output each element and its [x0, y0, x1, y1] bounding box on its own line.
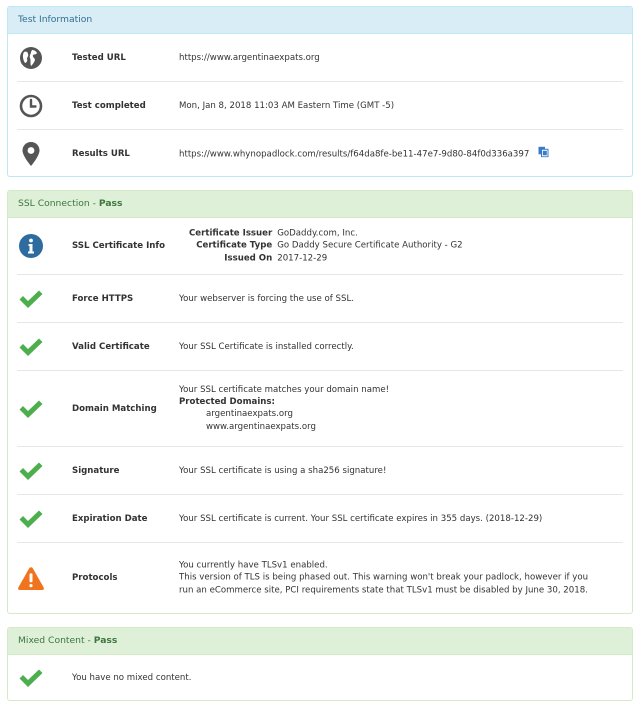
- force-https-row: [17, 275, 623, 323]
- domain-matching-row: [17, 371, 623, 447]
- force-https-label: Force HTTPS: [72, 293, 134, 304]
- results-url-row: [17, 130, 623, 177]
- certificate-type-key: Certificate Type: [196, 240, 273, 251]
- domain-matching-label: Domain Matching: [72, 403, 157, 414]
- test-completed-value: Mon, Jan 8, 2018 11:03 AM Eastern Time (GMT -5): [179, 100, 395, 111]
- ssl-heading-prefix: SSL Connection -: [18, 198, 99, 209]
- issued-on-key: Issued On: [224, 253, 273, 264]
- check-icon: [17, 505, 45, 533]
- ssl-certificate-info-label: SSL Certificate Info: [72, 241, 166, 251]
- signature-label: Signature: [72, 465, 120, 476]
- protocols-warning: This version of TLS is being phased out. This warning won't break your padlock, however if you run an eCommerce site, PCI requirements state that TLSv1 must be disabled by June 30, 2018.: [179, 572, 589, 596]
- mixed-content-panel: [7, 627, 633, 701]
- protected-domain-item: www.argentinaexpats.org: [206, 421, 316, 432]
- protocols-label: Protocols: [72, 573, 118, 583]
- globe-icon: [17, 44, 45, 72]
- info-circle-icon: [17, 232, 45, 260]
- expiration-date-row: [17, 495, 623, 543]
- copy-icon[interactable]: [538, 146, 549, 161]
- protocols-message: You currently have TLSv1 enabled.: [179, 560, 328, 571]
- certificate-details: [189, 227, 463, 264]
- check-icon: [17, 285, 45, 313]
- mixed-content-value: You have no mixed content.: [72, 672, 192, 683]
- protocols-row: [17, 543, 623, 613]
- protected-domains-label: Protected Domains:: [179, 397, 275, 408]
- force-https-value: Your webserver is forcing the use of SSL.: [179, 293, 354, 304]
- domain-matching-message: Your SSL certificate matches your domain name!: [179, 384, 390, 395]
- mixed-heading-status: Pass: [93, 635, 118, 646]
- check-icon: [17, 664, 45, 692]
- results-url-value-wrap: [179, 146, 609, 161]
- ssl-connection-heading: [8, 191, 632, 218]
- certificate-type-value: Go Daddy Secure Certificate Authority - G2: [277, 240, 463, 251]
- protected-domain-item: argentinaexpats.org: [206, 409, 293, 420]
- test-information-panel: [7, 6, 633, 177]
- results-url-value[interactable]: https://www.whynopadlock.com/results/f64da8fe-be11-47e7-9d80-84f0d336a397: [179, 149, 530, 159]
- expiration-date-value: Your SSL certificate is current. Your SSL certificate expires in 355 days. (2018-12-29): [179, 513, 543, 524]
- mixed-heading-prefix: Mixed Content -: [18, 635, 94, 646]
- valid-certificate-label: Valid Certificate: [72, 341, 150, 352]
- signature-value: Your SSL certificate is using a sha256 signature!: [179, 465, 387, 476]
- results-url-label: Results URL: [72, 148, 130, 159]
- tested-url-row: [17, 34, 623, 82]
- tested-url-label: Tested URL: [72, 52, 126, 63]
- test-information-heading: Test Information: [8, 7, 632, 34]
- valid-certificate-row: [17, 323, 623, 371]
- ssl-heading-status: Pass: [98, 198, 123, 209]
- clock-icon: [17, 92, 45, 120]
- signature-row: [17, 447, 623, 495]
- test-completed-label: Test completed: [72, 100, 146, 111]
- map-pin-icon: [17, 140, 45, 168]
- check-icon: [17, 457, 45, 485]
- mixed-content-heading: [8, 628, 632, 655]
- expiration-date-label: Expiration Date: [72, 513, 148, 524]
- mixed-content-row: [17, 655, 623, 700]
- test-completed-row: [17, 82, 623, 130]
- valid-certificate-value: Your SSL Certificate is installed correctly.: [179, 341, 354, 352]
- ssl-connection-panel: [7, 190, 633, 614]
- tested-url-value[interactable]: https://www.argentinaexpats.org: [179, 52, 320, 63]
- protocols-value: [179, 559, 599, 596]
- certificate-issuer-value: GoDaddy.com, Inc.: [277, 228, 358, 239]
- check-icon: [17, 395, 45, 423]
- check-icon: [17, 333, 45, 361]
- issued-on-value: 2017-12-29: [277, 253, 328, 264]
- domain-matching-value: [179, 384, 599, 434]
- certificate-issuer-key: Certificate Issuer: [189, 228, 273, 239]
- ssl-certificate-info-row: [17, 218, 623, 275]
- warning-icon: [17, 564, 45, 592]
